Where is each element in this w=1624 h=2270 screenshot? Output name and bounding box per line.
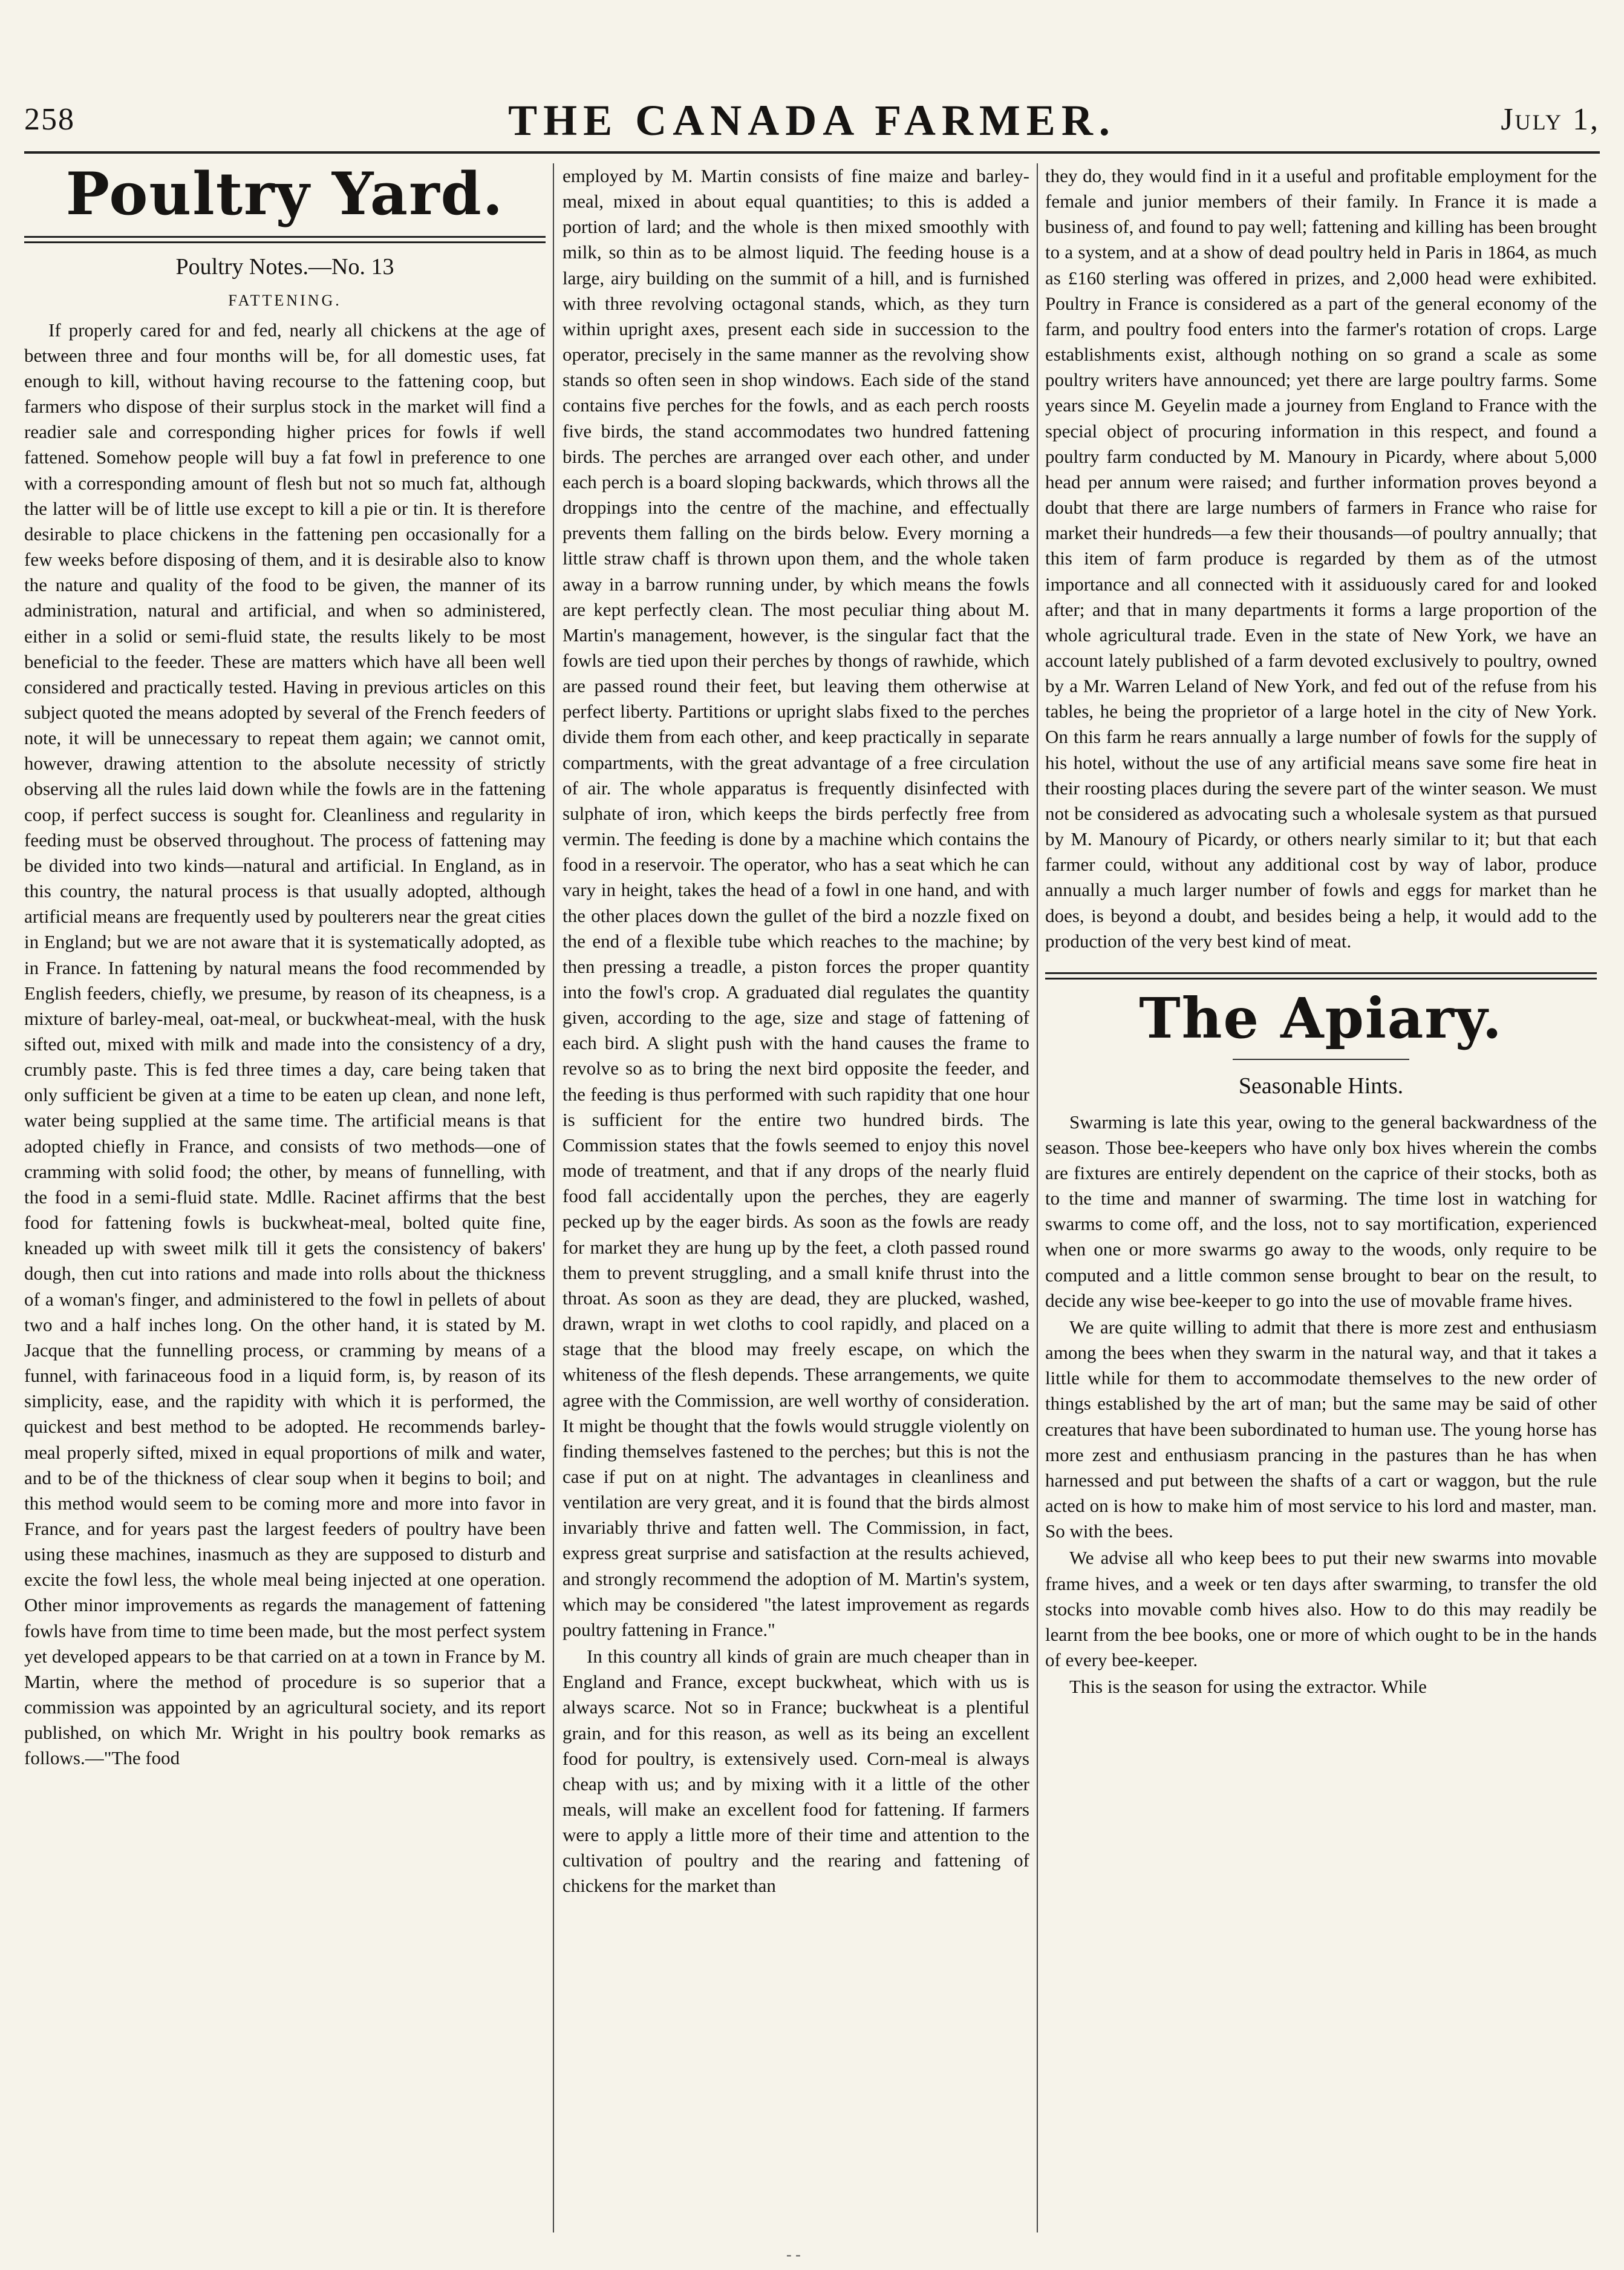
- column-2: [563, 163, 1029, 2245]
- column-1: [24, 159, 546, 2240]
- article-paragraph: In this country all kinds of grain are much cheaper than in England and France, except buckwheat, which with us is always scarce. Not so in France; buckwheat is a plentiful grain, and for this reason, as well as its being an excellent food for poultry, is extensively used. Corn-meal is always cheap with us; and by mixing with it a little of the other meals, will make an excellent food for fattening. If farmers were to apply a little more of their time and attention to the cultivation of poultry and the rearing and fattening of chickens for the market than: [563, 1646, 1029, 1897]
- folio-mark: - -: [786, 2246, 801, 2263]
- apiary-section: [1045, 972, 1597, 1699]
- article-paragraph: We advise all who keep bees to put their new swarms into movable frame hives, and a week or ten days after swarming, to transfer the old stocks into movable comb hives also. How to do this may readily be learnt from the bee books, one or more of which ought to be in the hands of every bee-keeper.: [1045, 1547, 1597, 1670]
- masthead-rule: [24, 151, 1600, 154]
- department-title-apiary: The Apiary.: [1139, 985, 1503, 1051]
- article-paragraph: they do, they would find in it a useful and profitable employment for the female and junior members of their family. In France it is made a business of, and found to pay well; fattening and killing has been brought to a system, and at a show of dead poultry held in Paris in 1864, as much as £160 sterling was offered in prizes, and 2,000 head were exhibited. Poultry in France is considered as a part of the general economy of the farm, and poultry food enters into the farmer's rotation of crops. Large establishments exist, although nothing on so grand a scale as some poultry writers have announced; yet there are large poultry farms. Some years since M. Geyelin made a journey from England to France with the special object of procuring information in this respect, and found a poultry farm conducted by M. Manoury in Picardy, where about 5,000 head per annum were raised; and further information proves beyond a doubt that there are large numbers of farmers in France who raise for market their hundreds—a few their thousands—of poultry annually; that this item of farm produce is regarded by them as of the utmost importance and all connected with it assiduously cared for and looked after; and that in many departments it forms a large proportion of the whole agricultural trade. Even in the state of New York, we have an account lately published of a farm devoted exclusively to poultry, owned by a Mr. Warren Leland of New York, and fed out of the refuse from his tables, he being the proprietor of a large hotel in the city of New York. On this farm he rears annually a large number of fowls for the supply of his hotel, without the use of any artificial means save some fire heat in their roosting places during the severe part of the winter season. We must not be considered as advocating such a wholesale system as that pursued by M. Manoury of Picardy, or others nearly similar to it; but that each farmer could, without any additional cost by way of labor, produce annually a much larger number of fowls and eggs for market than he does, is beyond a doubt, and besides being a help, it would add to the production of the very best kind of meat.: [1045, 165, 1597, 952]
- article-paragraph: We are quite willing to admit that there is more zest and enthusiasm among the bees when they swarm in the natural way, and that it takes a little while for them to accommodate themselves to the new order of things established by the art of man; but the same may be said of other creatures that have been subordinated to human use. The young horse has more zest and enthusiasm prancing in the pastures than he has when harnessed and put between the shafts of a cart or waggon, but the rule acted on is how to make him of most service to his lord and master, man. So with the bees.: [1045, 1316, 1597, 1542]
- column-rule-2: [1037, 163, 1038, 2232]
- article-paragraph: If properly cared for and fed, nearly all chickens at the age of between three and four months will be, for all domestic uses, fat enough to kill, without having recourse to the fattening coop, but farmers who dispose of their surplus stock in the market will find a readier sale and corresponding higher prices for fowls if well fattened. Somehow people will buy a fat fowl in preference to one with a corresponding amount of flesh but not so much fat, although the latter will be of little use except to kill a pie or tin. It is therefore desirable to place chickens in the fattening pen occasionally for a few weeks before disposing of them, and it is desirable also to know the nature and quality of the food to be given, the manner of its administration, natural and artificial, and when so administered, either in a solid or semi-fluid state, the results likely to be most beneficial to the feeder. These are matters which have all been well considered and practically tested. Having in previous articles on this subject quoted the means adopted by several of the French feeders of note, it will be unnecessary to repeat them again; we cannot omit, however, drawing attention to the absolute necessity of strictly observing all the rules laid down while the fowls are in the fattening coop, if perfect success is sought for. Cleanliness and regularity in feeding must be observed throughout. The process of fattening may be divided into two kinds—natural and artificial. In England, as in this country, the natural process is that usually adopted, although artificial means are frequently used by poulterers near the great cities in England; but we are not aware that it is systematically adopted, as in France. In fattening by natural means the food recommended by English feeders, chiefly, we presume, by reason of its cheapness, is a mixture of barley-meal, oat-meal, or buckwheat-meal, with the husk sifted out, mixed with milk and made into the consistency of a dry, crumbly paste. This is fed three times a day, care being taken that only sufficient be given at a time to be eaten up clean, and none left, water being supplied at the same time. The artificial means is that adopted chiefly in France, and consists of two methods—one of cramming with solid food; the other, by means of funnelling, with the food in a semi-fluid state. Mdlle. Racinet affirms that the best food for fattening fowls is buckwheat-meal, bolted quite fine, kneaded up with sweet milk till it gets the consistency of bakers' dough, then cut into rations and made into rolls about the thickness of a woman's finger, and administered to the fowl in pellets of about two and a half inches long. On the other hand, it is stated by M. Jacque that the funnelling process, or cramming by means of a funnel, with farinaceous food in a liquid form, is, by reason of its simplicity, ease, and the rapidity with which it is performed, the quickest and best method to be adopted. He recommends barley-meal properly sifted, mixed in equal proportions of milk and water, and to be of the thickness of clear soup when it begins to boil; and this method would seem to be coming more and more into favor in France, and for years past the largest feeders of poultry have been using these machines, inasmuch as they are supposed to disturb and excite the fowl less, the whole meal being injected at one operation. Other minor improvements as regards the management of fattening fowls have from time to time been made, but the most perfect system yet developed appears to be that carried on at a town in France by M. Martin, where the method of procedure is so superior that a commission was appointed by an agricultural society, and its report published, on which Mr. Wright in his poultry book remarks as follows.—"The food: [24, 319, 546, 1769]
- column-3: [1045, 163, 1597, 2245]
- department-rule: [1045, 972, 1597, 980]
- article-paragraph: This is the season for using the extractor. While: [1069, 1676, 1427, 1698]
- page-number: 258: [24, 102, 75, 137]
- section-heading: FATTENING.: [228, 292, 342, 310]
- masthead: [24, 91, 1600, 146]
- column-rule-1: [553, 163, 554, 2232]
- article-paragraph: employed by M. Martin consists of fine maize and barley-meal, mixed in about equal quantities; to this is added a portion of lard; and the whole is then mixed smoothly with milk, so thin as to be almost liquid. The feeding house is a large, airy building on the summit of a hill, and is furnished with three revolving octagonal stands, which, as they turn within upright axes, present each side in succession to the operator, precisely in the same manner as the revolving show stands so often seen in shop windows. Each side of the stand contains five perches for the fowls, and as each perch roosts five birds, the stand accommodates two hundred fattening birds. The perches are arranged over each other, and under each perch is a board sloping backwards, which throws all the droppings into the centre of the machine, and effectually prevents them falling on the birds below. Every morning a little straw chaff is thrown upon them, and the whole taken away in a barrow running under, by which means the fowls are kept perfectly clean. The most peculiar thing about M. Martin's management, however, is the singular fact that the fowls are tied upon their perches by thongs of rawhide, which are passed round their feet, but leaving them otherwise at perfect liberty. Partitions or upright slabs fixed to the perches divide them from each other, and keep practically in separate compartments, with the great advantage of a free circulation of air. The whole apparatus is frequently disinfected with sulphate of iron, which keeps the birds perfectly free from vermin. The feeding is done by a machine which contains the food in a reservoir. The operator, who has a seat which he can vary in height, takes the head of a fowl in one hand, and with the other places down the gullet of the bird a nozzle fixed on the end of a flexible tube which reaches to the machine; by then pressing a treadle, a piston forces the proper quantity into the fowl's crop. A graduated dial regulates the quantity given, according to the age, size and stage of fattening of each bird. A slight push with the hand causes the frame to revolve so as to bring the next bird opposite the feeder, and the feeding is thus performed with such rapidity that one hour is sufficient for the entire two hundred birds. The Commission states that the fowls seemed to enjoy this novel mode of treatment, and that if any drops of the nearly fluid food fall accidentally upon the perches, they are eagerly pecked up by the eager birds. As soon as the fowls are ready for market they are hung up by the feet, a cloth passed round them to prevent struggling, and a small knife thrust into the throat. As soon as they are dead, they are plucked, washed, drawn, wrapt in wet cloths to cool rapidly, and placed on a stage that the blood may freely escape, on which the whiteness of the flesh depends. These arrangements, we quite agree with the Commission, are well worthy of consideration. It might be thought that the fowls would struggle violently on finding themselves fastened to the perches; but this is not the case if put on at night. The advantages in cleanliness and ventilation are very great, and it is found that the birds almost invariably thrive and fatten well. The Commission, in fact, express great surprise and satisfaction at the results achieved, and strongly recommend the adoption of M. Martin's system, which may be considered "the latest improvement as regards poultry fattening in France.": [563, 165, 1029, 1640]
- newspaper-title: THE CANADA FARMER.: [508, 96, 1116, 145]
- department-rule: [24, 236, 546, 243]
- article-subhead: Seasonable Hints.: [1238, 1073, 1404, 1099]
- department-title-poultry: Poultry Yard.: [65, 160, 504, 228]
- issue-date: July 1,: [1501, 102, 1600, 137]
- article-title: Poultry Notes.—No. 13: [175, 253, 394, 280]
- short-rule: [1233, 1059, 1409, 1060]
- article-paragraph: Swarming is late this year, owing to the general backwardness of the season. Those bee-keepers who have only box hives wherein the combs are fixtures are entirely dependent on the caprice of their stocks, both as to the time and manner of swarming. The time lost in watching for swarms to come off, and the loss, not to say mortification, experienced when one or more swarms go away to the woods, only require to be computed and a little common sense brought to bear on the result, to decide any wise bee-keeper to go into the use of movable frame hives.: [1045, 1111, 1597, 1311]
